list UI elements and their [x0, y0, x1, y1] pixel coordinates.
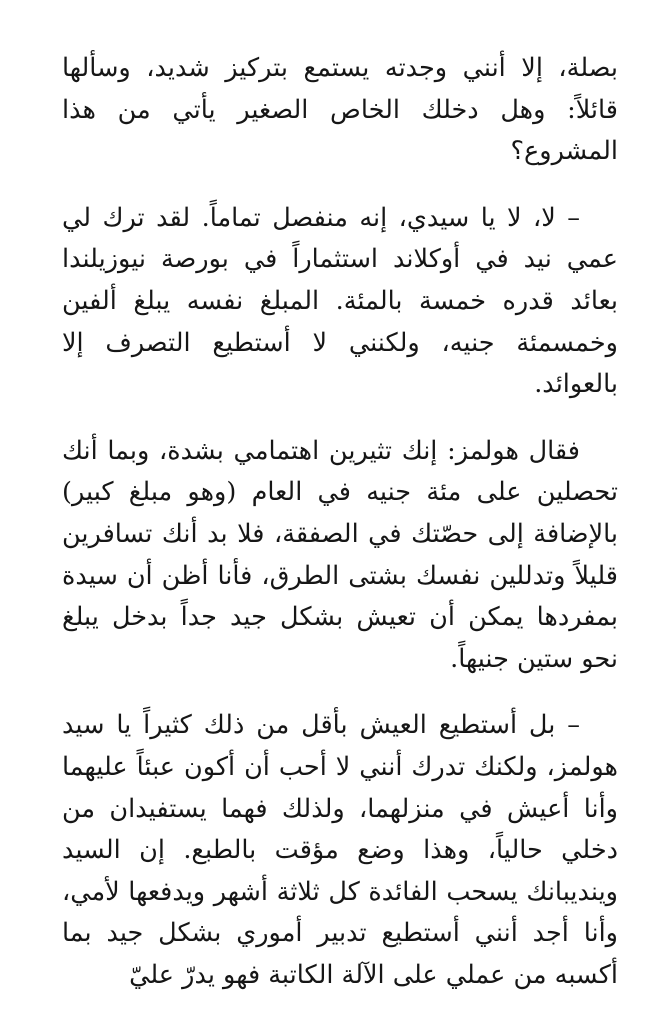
- paragraph-dialogue-2: – بل أستطيع العيش بأقل من ذلك كثيراً يا سيد هولمز، ولكنك تدرك أنني لا أحب أن أكون عبئاً عليهما وأنا أعيش في منزلهما، ولذلك فهما يستفيدان من دخلي حالياً، وهذا وضع مؤقت بالطبع. إن السيد وينديبانك يسحب الفائدة كل ثلاثة أشهر ويدفعها لأمي، وأنا أجد أنني أستطيع تدبير أموري بشكل جيد بما أكسبه من عملي على الآلة الكاتبة فهو يدرّ عليّ: [62, 710, 618, 990]
- paragraph-holmes-reply: فقال هولمز: إنك تثيرين اهتمامي بشدة، وبما أنك تحصلين على مئة جنيه في العام (وهو مبلغ كبير) بالإضافة إلى حصّتك في الصفقة، فلا بد أنك تسافرين قليلاً وتدللين نفسك بشتى الطرق، فأنا أظن أن سيدة بمفردها يمكن أن تعيش بشكل جيد جداً بدخل يبلغ نحو ستين جنيهاً.: [62, 435, 618, 674]
- paragraph-continued: بصلة، إلا أنني وجدته يستمع بتركيز شديد، وسألها قائلاً: وهل دخلك الخاص الصغير يأتي من هذا المشروع؟: [62, 53, 618, 167]
- book-page-text: [62, 48, 618, 1021]
- paragraph-dialogue-1: – لا، لا يا سيدي، إنه منفصل تماماً. لقد ترك لي عمي نيد في أوكلاند استثماراً في بورصة نيوزيلندا بعائد قدره خمسة بالمئة. المبلغ نفسه يبلغ ألفين وخمسمئة جنيه، ولكنني لا أستطيع التصرف إلا بالعوائد.: [62, 202, 618, 400]
